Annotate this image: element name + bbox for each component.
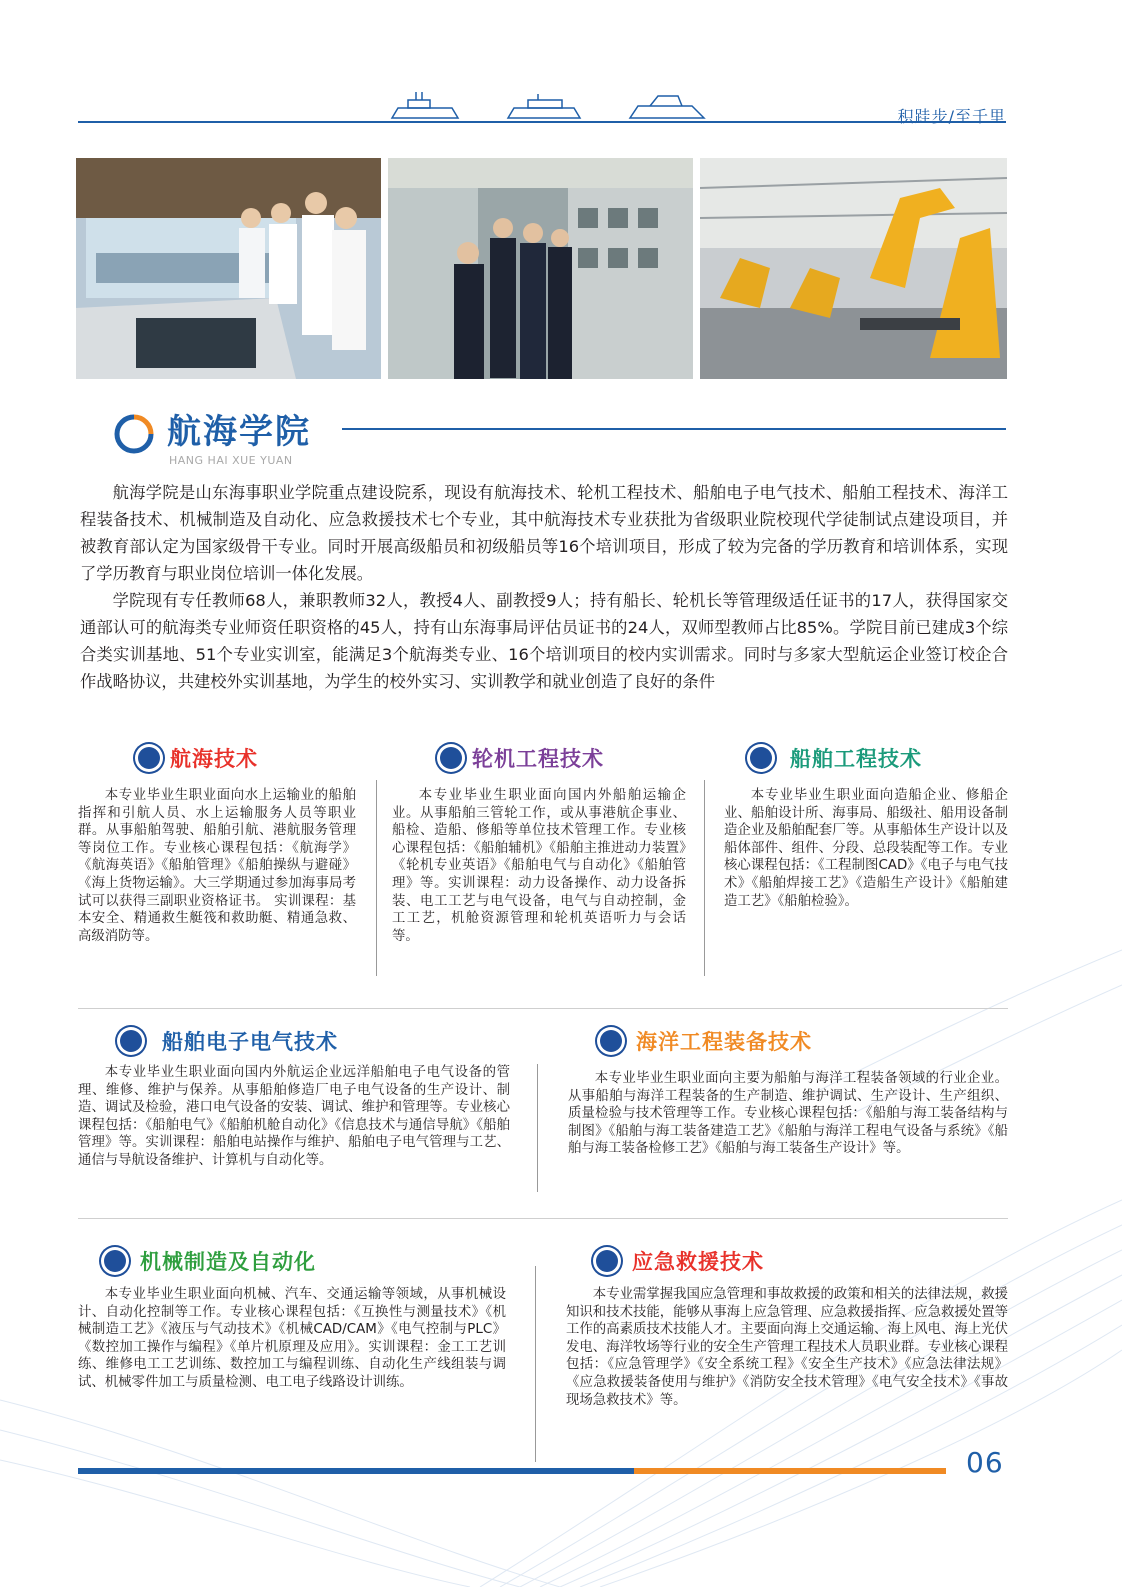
bullet-icon [600, 1030, 622, 1052]
section-ring-icon [114, 414, 154, 454]
program-ship-engineering [724, 745, 1008, 910]
engine-control-room-photo [388, 158, 693, 379]
program-description: 本专业需掌握我国应急管理和事故救援的政策和相关的法律法规，救援知识和技术技能，能够从事海上应急管理、应急救援指挥、应急救援处置等工作的高素质技术技能人才。主要面向海上交通运输、海上风电、海上光伏发电、海洋牧场等行业的安全生产管理工程技术人员职业群。专业核心课程包括：《应急管理学》《安全系统工程》《安全生产技术》《应急法律法规》《应急救援装备使用与维护》《消防安全技术管理》《电气安全技术》《事故现场急救技术》等。 [566, 1287, 1008, 1408]
program-description: 本专业毕业生职业面向国内外船舶运输企业。从事船舶三管轮工作，或从事港航企事业、船检、造船、修船等单位技术管理工作。专业核心课程包括：《船舶辅机》《船舶主推进动力装置》《轮机专业英语》《船舶电气与自动化》《船舶管理》等。实训课程：动力设备操作、动力设备拆装、电工工艺与电气设备，电气与自动控制，金工工艺，机舱资源管理和轮机英语听力与会话等。 [392, 788, 686, 944]
program-description: 本专业毕业生职业面向水上运输业的船舶指挥和引航人员、水上运输服务人员等职业群。从事船舶驾驶、船舶引航、港航服务管理等岗位工作。专业核心课程包括：《航海学》《航海英语》《船舶管理》《船舶操纵与避碰》《海上货物运输》。大三学期通过参加海事局考试可以获得三副职业资格证书。 实训课程：基本安全、精通救生艇筏和救助艇、精通急救、高级消防等。 [78, 788, 356, 944]
bullet-icon [138, 747, 160, 769]
column-divider [704, 780, 705, 976]
column-divider [537, 1064, 538, 1192]
page-subtitle: HANG HAI XUE YUAN [169, 454, 293, 467]
program-marine-engineering [392, 745, 686, 945]
page-number: 06 [966, 1446, 1004, 1479]
bullet-icon [104, 1250, 126, 1272]
header-slogan: 积跬步/至千里 [897, 107, 1006, 126]
intro-paragraph: 航海学院是山东海事职业学院重点建设院系，现设有航海技术、轮机工程技术、船舶电子电气技术、船舶工程技术、海洋工程装备技术、机械制造及自动化、应急救援技术七个专业，其中航海技术专业获批为省级职业院校现代学徒制试点建设项目，并被教育部认定为国家级骨干专业。同时开展高级船员和初级船员等16个培训项目，形成了较为完备的学历教育和培训体系，实现了学历教育与职业岗位培训一体化发展。 [80, 483, 1008, 583]
page-title: 航海学院 [167, 412, 311, 452]
row-divider [78, 1008, 1008, 1009]
program-emergency [566, 1248, 1008, 1409]
program-mechanical [78, 1248, 506, 1392]
program-title: 船舶电子电气技术 [162, 1030, 338, 1054]
ship-silhouettes-icon [388, 88, 708, 124]
footer-bar-orange [634, 1468, 946, 1474]
bridge-training-photo [76, 158, 381, 379]
program-nautical [78, 745, 356, 945]
program-electrical [78, 1028, 510, 1170]
bullet-icon [120, 1030, 142, 1052]
program-title: 机械制造及自动化 [140, 1250, 316, 1274]
row-divider [78, 1218, 1008, 1219]
program-description: 本专业毕业生职业面向主要为船舶与海洋工程装备领域的行业企业。从事船舶与海洋工程装备的生产制造、维护调试、生产设计、生产组织、质量检验与技术管理等工作。专业核心课程包括：《船舶与海工装备结构与制图》《船舶与海工装备建造工艺》《船舶与海洋工程电气设备与系统》《船舶与海工装备检修工艺》《船舶与海工装备生产设计》等。 [568, 1071, 1008, 1157]
title-rule [342, 428, 1006, 430]
industrial-robot-photo [700, 158, 1007, 379]
intro-text [80, 479, 1008, 695]
program-title: 轮机工程技术 [472, 747, 604, 771]
column-divider [376, 780, 377, 976]
bullet-icon [750, 747, 772, 769]
column-divider [535, 1266, 536, 1462]
program-title: 海洋工程装备技术 [636, 1030, 812, 1054]
program-description: 本专业毕业生职业面向造船企业、修船企业、船舶设计所、海事局、船级社、船用设备制造企业及船舶配套厂等。从事船体生产设计以及船体部件、组件、分段、总段装配等工作。专业核心课程包括：《工程制图CAD》《电子与电气技术》《船舶焊接工艺》《造船生产设计》《船舶建造工艺》《船舶检验》。 [724, 788, 1008, 909]
intro-paragraph: 学院现有专任教师68人，兼职教师32人，教授4人、副教授9人；持有船长、轮机长等管理级适任证书的17人，获得国家交通部认可的航海类专业师资任职资格的45人，持有山东海事局评估员证书的24人，双师型教师占比85%。学院目前已建成3个综合类实训基地、51个专业实训室，能满足3个航海类专业、16个培训项目的校内实训需求。同时与多家大型航运企业签订校企合作战略协议，共建校外实训基地，为学生的校外实习、实训教学和就业创造了良好的条件 [80, 591, 1009, 691]
program-description: 本专业毕业生职业面向国内外航运企业远洋船舶电子电气设备的管理、维修、维护与保养。从事船舶修造厂电子电气设备的生产设计、制造、调试及检验，港口电气设备的安装、调试、维护和管理等。专业核心课程包括：《船舶电气》《船舶机舱自动化》《信息技术与通信导航》《船舶管理》等。实训课程：船舶电站操作与维护、船舶电子电气管理与工艺、通信与导航设备维护、计算机与自动化等。 [78, 1065, 510, 1168]
program-title: 应急救援技术 [632, 1250, 764, 1274]
bullet-icon [440, 747, 462, 769]
program-description: 本专业毕业生职业面向机械、汽车、交通运输等领域，从事机械设计、自动化控制等工作。专业核心课程包括：《互换性与测量技术》《机械制造工艺》《液压与气动技术》《机械CAD/CAM》《电气控制与PLC》《数控加工操作与编程》《单片机原理及应用》。实训课程：金工工艺训练、维修电工工艺训练、数控加工与编程训练、自动化生产线组装与调试、机械零件加工与质量检测、电工电子线路设计训练。 [78, 1287, 506, 1390]
program-title: 航海技术 [170, 747, 258, 771]
header-rule [78, 121, 1006, 123]
program-ocean-equipment [568, 1028, 1008, 1158]
bullet-icon [596, 1250, 618, 1272]
footer-bar-blue [78, 1468, 634, 1474]
program-title: 船舶工程技术 [790, 747, 922, 771]
